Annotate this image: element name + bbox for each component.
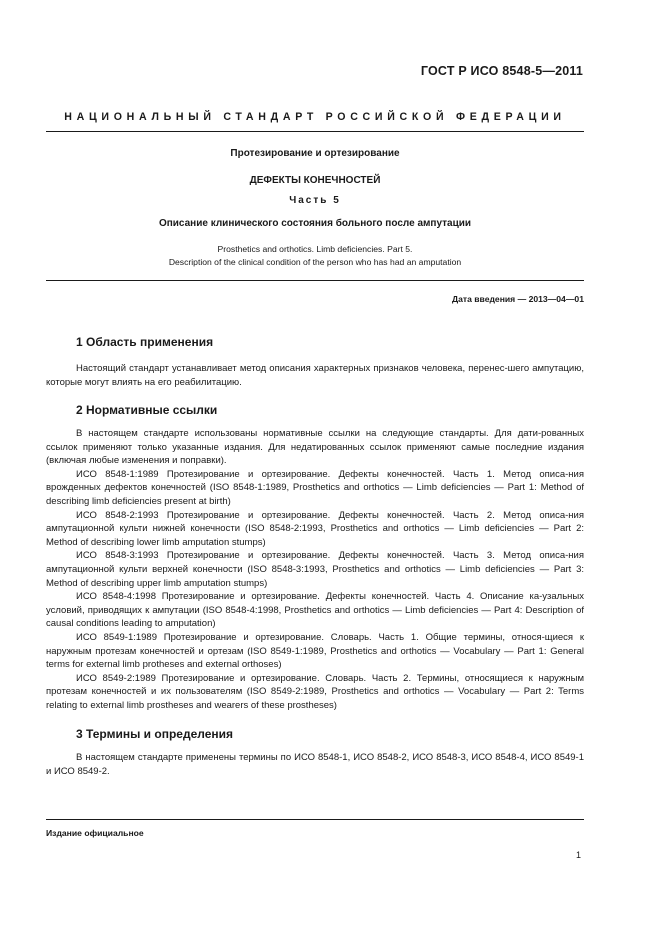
section-body-normative-references <box>46 427 584 712</box>
effective-date: Дата введения — 2013—04—01 <box>451 294 584 304</box>
national-standard-title: НАЦИОНАЛЬНЫЙ СТАНДАРТ РОССИЙСКОЙ ФЕДЕРАЦИИ <box>64 111 566 123</box>
section-body-scope <box>46 362 584 389</box>
english-title-line-1: Prosthetics and orthotics. Limb deficiencies. Part 5. <box>217 244 413 254</box>
edition-label: Издание официальное <box>46 828 144 838</box>
reference-item: ИСО 8548-4:1998 Протезирование и ортезирование. Дефекты конечностей. Часть 4. Описание ка-узальных условий, приводящих к ампутации (ISO 8548-4:1998, Prosthetics and orthotics — Limb deficiencies — Part 4: Description of causal conditions leading to amputation) <box>46 591 584 630</box>
document-title: ДЕФЕКТЫ КОНЕЧНОСТЕЙ <box>249 175 381 186</box>
page-number: 1 <box>575 850 581 860</box>
paragraph: В настоящем стандарте применены термины по ИСО 8548-1, ИСО 8548-2, ИСО 8548-3, ИСО 8548-4, ИСО 8549-1 и ИСО 8549-2. <box>46 752 584 777</box>
section-heading-terms: 3 Термины и определения <box>76 727 234 741</box>
header-divider <box>46 131 584 132</box>
title-divider <box>46 280 584 281</box>
english-title-line-2: Description of the clinical condition of the person who has had an amputation <box>168 257 462 267</box>
section-heading-normative-references: 2 Нормативные ссылки <box>76 403 218 417</box>
footer-divider <box>46 819 584 820</box>
reference-item: ИСО 8549-2:1989 Протезирование и ортезирование. Словарь. Часть 2. Термины, относящиеся к наружным протезам конечностей и их пользователям (ISO 8549-2:1989, Prosthetics and orthotics — Vocabulary — Part 2: Terms relating to external limb prostheses and wearers of these prostheses) <box>46 672 584 711</box>
paragraph: Настоящий стандарт устанавливает метод описания характерных признаков человека, перенес-шего ампутацию, которые могут влиять на его реабилитацию. <box>46 363 584 388</box>
document-code: ГОСТ Р ИСО 8548-5—2011 <box>420 64 583 78</box>
section-heading-scope: 1 Область применения <box>76 335 214 349</box>
part-number: Часть 5 <box>289 195 341 206</box>
reference-item: ИСО 8548-1:1989 Протезирование и ортезирование. Дефекты конечностей. Часть 1. Метод описа-ния врожденных дефектов конечностей (ISO 8548-1:1989, Prosthetics and orthotics — Limb deficiencies — Part 1: Method of describing limb deficiencies present at birth) <box>46 468 584 507</box>
field-title: Протезирование и ортезирование <box>230 148 400 159</box>
paragraph: В настоящем стандарте использованы нормативные ссылки на следующие стандарты. Для дати-рованных ссылок применяют только указанные издания. Для недатированных ссылок применяют самые последние издания (включая любые изменения и поправки). <box>46 428 584 467</box>
document-subtitle: Описание клинического состояния больного после ампутации <box>158 218 472 229</box>
section-body-terms <box>46 751 584 778</box>
reference-item: ИСО 8549-1:1989 Протезирование и ортезирование. Словарь. Часть 1. Общие термины, относя-щиеся к наружным протезам конечностей и ортезам (ISO 8549-1:1989, Prosthetics and orthotics — Vocabulary — Part 1: General terms for external limb protheses and external orthoses) <box>46 631 584 671</box>
reference-item: ИСО 8548-3:1993 Протезирование и ортезирование. Дефекты конечностей. Часть 3. Метод описа-ния ампутационной культи верхней конечности (ISO 8548-3:1993, Prosthetics and orthotics — Limb deficiencies — Part 3: Method of describing upper limb amputation stumps) <box>46 550 584 589</box>
reference-item: ИСО 8548-2:1993 Протезирование и ортезирование. Дефекты конечностей. Часть 2. Метод описа-ния ампутационной культи нижней конечности (ISO 8548-2:1993, Prosthetics and orthotics — Limb deficiencies — Part 2: Method of describing lower limb amputation stumps) <box>46 509 584 548</box>
